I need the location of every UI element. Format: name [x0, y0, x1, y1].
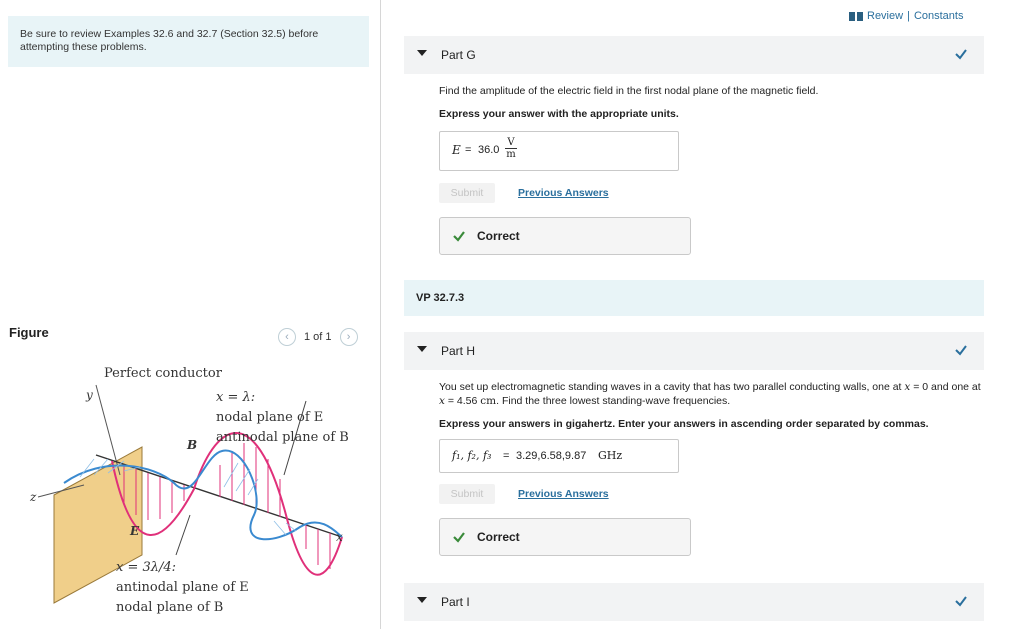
part-h-header[interactable]	[404, 332, 984, 370]
checkmark-icon	[452, 530, 466, 544]
part-h-equals: =	[503, 450, 510, 462]
pager-count: 1 of 1	[304, 331, 332, 343]
var-x1: x	[904, 381, 911, 393]
question-text-b: and one at	[931, 381, 981, 393]
label-nodal-plane-b: nodal plane of B	[116, 600, 224, 615]
part-h-question	[439, 380, 984, 408]
collapse-triangle-icon	[417, 50, 427, 56]
eq-zero: = 0	[913, 381, 929, 393]
constants-link[interactable]: Constants	[913, 10, 964, 22]
unit-numerator: V	[505, 137, 517, 149]
part-g-question: Find the amplitude of the electric field in the first nodal plane of the magnetic field.	[439, 85, 819, 97]
label-antinodal-plane-e: antinodal plane of E	[116, 580, 249, 595]
label-x-3lambda: x = 3λ/4:	[116, 560, 177, 575]
label-x-axis: x	[336, 530, 343, 544]
chevron-right-icon: ›	[346, 331, 351, 343]
part-g-value: 36.0	[478, 144, 500, 156]
collapse-triangle-icon	[417, 597, 427, 603]
label-x-lambda: x = λ:	[216, 390, 256, 405]
part-g-submit-button[interactable]: Submit	[439, 183, 495, 203]
part-g-instruction: Express your answer with the appropriate units.	[439, 108, 679, 120]
label-antinodal-plane-b: antinodal plane of B	[216, 430, 349, 445]
figure-pager	[278, 327, 358, 347]
intro-banner	[8, 16, 369, 67]
part-g-previous-answers-link[interactable]: Previous Answers	[518, 187, 609, 199]
book-icon	[849, 12, 863, 21]
label-y-axis: y	[86, 388, 93, 402]
topbar-separator: |	[907, 10, 910, 22]
label-e-vector: E	[130, 524, 140, 538]
standing-wave-figure	[24, 355, 360, 625]
figure-title: Figure	[9, 325, 49, 340]
unit-denominator: m	[506, 149, 516, 160]
review-link[interactable]: Review	[867, 10, 904, 22]
chevron-left-icon: ‹	[285, 331, 289, 343]
part-i-label: Part I	[441, 595, 470, 609]
part-g-unit	[505, 137, 517, 160]
part-i-header[interactable]	[404, 583, 984, 621]
checkmark-icon	[452, 229, 466, 243]
electric-field-wave	[112, 433, 342, 575]
part-h-label: Part H	[441, 344, 476, 358]
label-b-vector: B	[187, 438, 198, 452]
unit-cm: cm	[480, 395, 497, 407]
part-g-correct-feedback	[439, 217, 691, 255]
part-h-value: 3.29,6.58,9.87	[516, 450, 587, 462]
part-h-unit: GHz	[598, 449, 623, 462]
correct-label: Correct	[477, 530, 520, 544]
label-nodal-plane-e: nodal plane of E	[216, 410, 324, 425]
part-g-label: Part G	[441, 48, 476, 62]
part-g-equals: =	[465, 144, 472, 156]
question-text-a: You set up electromagnetic standing waves in a cavity that has two parallel conducting walls, one at	[439, 381, 902, 393]
vp-label: VP 32.7.3	[416, 292, 465, 304]
intro-text: Be sure to review Examples 32.6 and 32.7 (Section 32.5) before attempting these problems.	[20, 28, 319, 53]
pane-divider[interactable]	[380, 0, 381, 629]
label-z-axis: z	[30, 490, 37, 504]
part-g-answer-box[interactable]	[439, 131, 679, 171]
correct-label: Correct	[477, 229, 520, 243]
part-h-submit-button[interactable]: Submit	[439, 484, 495, 504]
part-g-variable: E	[452, 143, 461, 157]
label-perfect-conductor: Perfect conductor	[104, 366, 222, 381]
var-x2: x	[439, 395, 445, 407]
next-figure-button[interactable]	[340, 328, 358, 346]
prev-figure-button[interactable]	[278, 328, 296, 346]
check-icon	[954, 47, 968, 61]
vp-banner	[404, 280, 984, 316]
part-h-previous-answers-link[interactable]: Previous Answers	[518, 488, 609, 500]
part-h-correct-feedback	[439, 518, 691, 556]
eq-value: = 4.56	[447, 395, 478, 407]
part-h-answer-box[interactable]	[439, 439, 679, 473]
part-h-instruction: Express your answers in gigahertz. Enter your answers in ascending order separated by commas.	[439, 418, 929, 430]
part-g-header[interactable]	[404, 36, 984, 74]
part-h-variables: f₁, f₂, f₃	[452, 449, 492, 462]
collapse-triangle-icon	[417, 346, 427, 352]
check-icon	[954, 343, 968, 357]
check-icon	[954, 594, 968, 608]
question-text-c: . Find the three lowest standing-wave frequencies.	[496, 395, 731, 407]
topbar-links	[849, 10, 963, 22]
